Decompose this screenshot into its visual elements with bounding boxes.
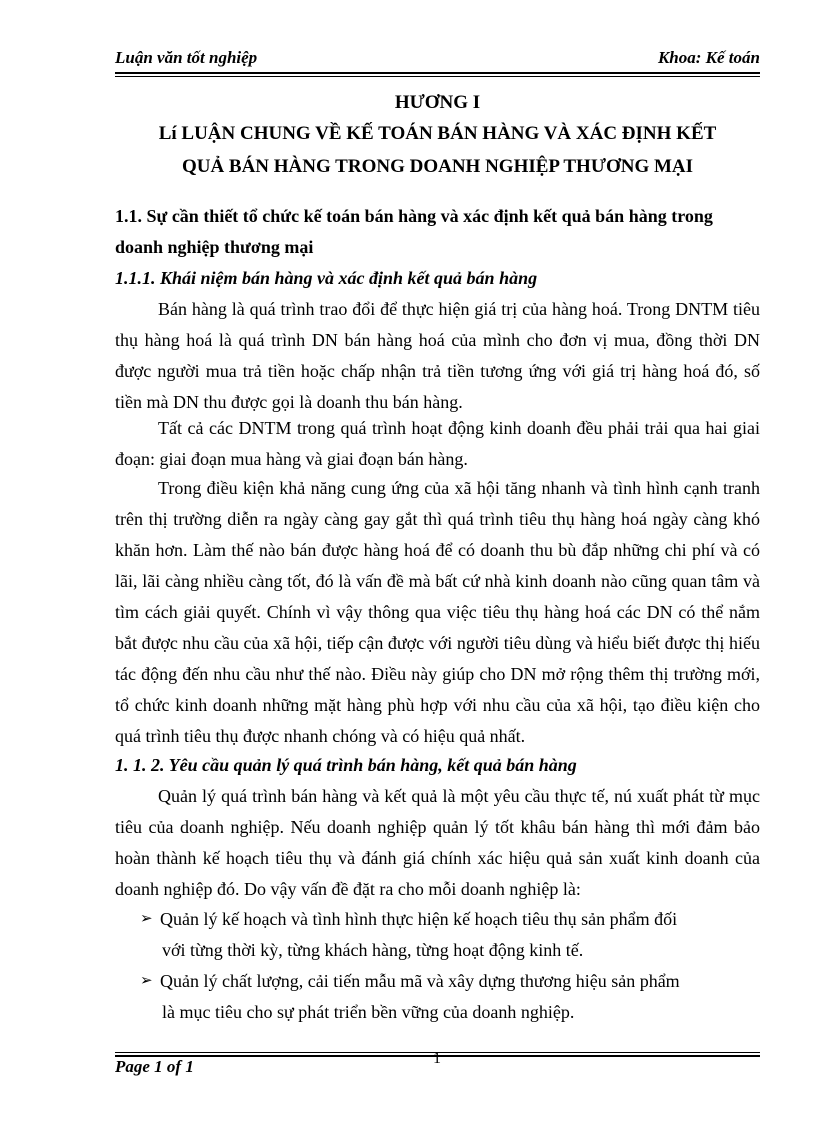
- bullet-item-plan-continuation: với từng thời kỳ, từng khách hàng, từng hoạt động kinh tế.: [162, 940, 584, 960]
- section-1-1-1-heading: 1.1.1. Khái niệm bán hàng và xác định kết quả bán hàng: [115, 268, 538, 288]
- paragraph-sales-definition: Bán hàng là quá trình trao đổi để thực hiện giá trị của hàng hoá. Trong DNTM tiêu thụ hàng hoá là quá trình DN bán hàng hoá của mình cho đơn vị mua, đồng thời DN được người mua trả tiền hoặc chấp nhận trả tiền tương ứng với giá trị hàng hoá đó, số tiền mà DN thu được gọi là doanh thu bán hàng.: [115, 299, 760, 412]
- header-rule-thick: [115, 72, 760, 74]
- chapter-number: HƯƠNG I: [394, 92, 481, 113]
- section-1-1-heading-line2: doanh nghiệp thương mại: [115, 237, 314, 257]
- bullet-item-plan-management: [140, 904, 760, 935]
- bullet-item-plan-text: Quản lý kế hoạch và tình hình thực hiện kế hoạch tiêu thụ sản phẩm đối: [160, 909, 678, 929]
- section-1-1-2-heading: 1. 1. 2. Yêu cầu quản lý quá trình bán hàng, kết quả bán hàng: [115, 755, 577, 775]
- paragraph-management-requirements: Quản lý quá trình bán hàng và kết quả là một yêu cầu thực tế, nú xuất phát từ mục tiêu của doanh nghiệp. Nếu doanh nghiệp quản lý tốt khâu bán hàng thì mới đảm bảo hoàn thành kế hoạch tiêu thụ và đánh giá chính xác hiệu quả sản xuất kinh doanh của doanh nghiệp đó. Do vậy vấn đề đặt ra cho mỗi doanh nghiệp là:: [115, 786, 760, 899]
- bullet-item-quality-management: [140, 966, 760, 997]
- paragraph-two-stages: Tất cả các DNTM trong quá trình hoạt động kinh doanh đều phải trải qua hai giai đoạn: giai đoạn mua hàng và giai đoạn bán hàng.: [115, 418, 760, 469]
- header-faculty: Khoa: Kế toán: [657, 48, 760, 67]
- paragraph-competition: Trong điều kiện khả năng cung ứng của xã hội tăng nhanh và tình hình cạnh tranh trên thị trường diễn ra ngày càng gay gắt thì quá trình tiêu thụ hàng hoá ngày càng khó khăn hơn. Làm thế nào bán được hàng hoá để có doanh thu bù đắp những chi phí và có lãi, lãi càng nhiều càng tốt, đó là vấn đề mà bất cứ nhà kinh doanh nào cũng quan tâm và tìm cách giải quyết. Chính vì vậy thông qua việc tiêu thụ hàng hoá các DN có thể nắm bắt được nhu cầu của xã hội, tiếp cận được với người tiêu dùng và hiểu biết được thị hiếu tác động đến nhu cầu như thế nào. Điều này giúp cho DN mở rộng thêm thị trường mới, tổ chức kinh doanh những mặt hàng phù hợp với nhu cầu của xã hội, tạo điều kiện cho quá trình tiêu thụ được nhanh chóng và có hiệu quả nhất.: [115, 478, 760, 746]
- bullet-item-quality-text: Quản lý chất lượng, cải tiến mẫu mã và xây dựng thương hiệu sản phẩm: [160, 971, 680, 991]
- header-thesis-title: Luận văn tốt nghiệp: [115, 48, 258, 67]
- chapter-title-line2: QUẢ BÁN HÀNG TRONG DOANH NGHIỆP THƯƠNG MẠI: [181, 156, 694, 177]
- footer-page-label: Page 1 of 1: [115, 1057, 194, 1076]
- arrow-bullet-icon: ➢: [140, 973, 153, 989]
- header-rule-thin: [115, 76, 760, 77]
- page-header: [115, 48, 760, 72]
- page-number: 1: [433, 1050, 441, 1067]
- section-1-1-heading-line1: 1.1. Sự cần thiết tổ chức kế toán bán hàng và xác định kết quả bán hàng trong: [115, 206, 713, 226]
- bullet-item-quality-continuation: là mục tiêu cho sự phát triển bền vững của doanh nghiệp.: [162, 1002, 575, 1022]
- arrow-bullet-icon: ➢: [140, 911, 153, 927]
- chapter-title-line1: Lí LUẬN CHUNG VỀ KẾ TOÁN BÁN HÀNG VÀ XÁC ĐỊNH KẾT: [158, 123, 717, 144]
